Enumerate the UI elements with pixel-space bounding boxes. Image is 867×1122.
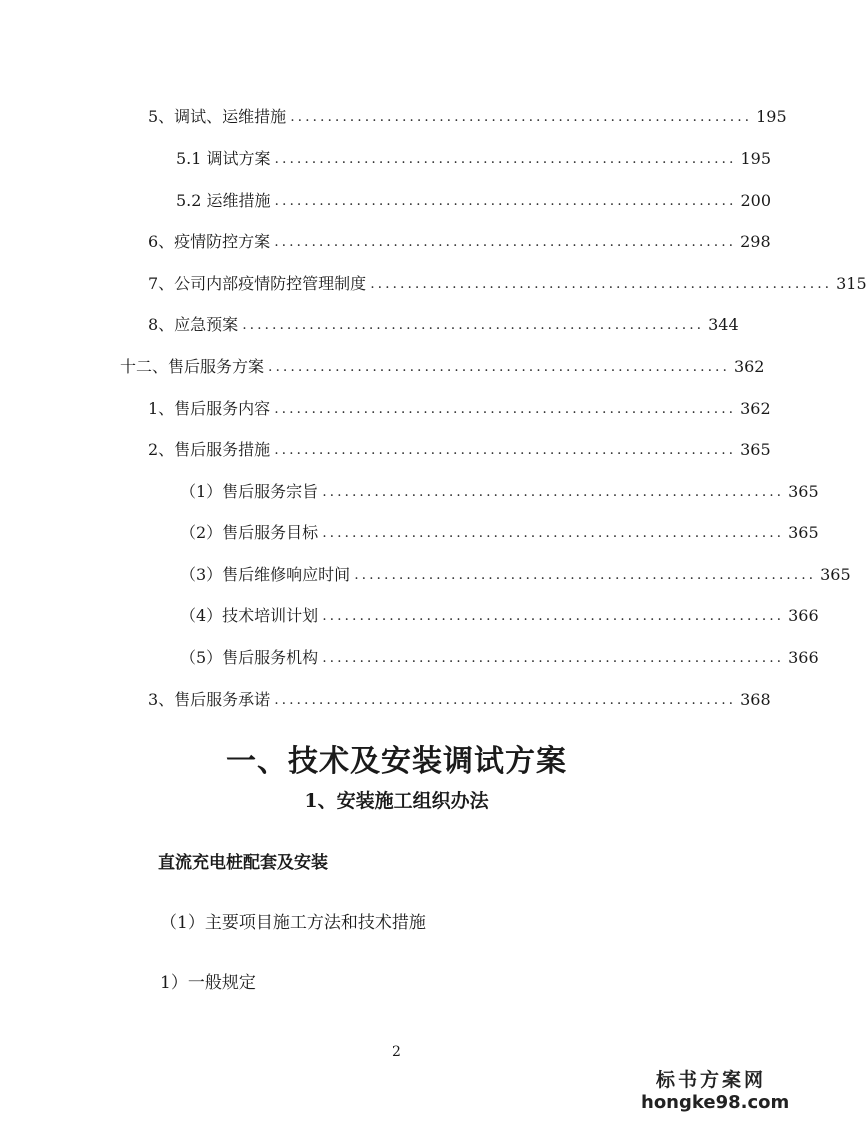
toc-entry[interactable]: 8、应急预案 .............................................................. 344 [148, 313, 673, 337]
toc-entry[interactable]: （3）售后维修响应时间 .............................................................. 365 [180, 563, 665, 587]
toc-entry-page: 366 [788, 648, 819, 667]
toc-entry-label: （3）售后维修响应时间 [180, 565, 351, 584]
toc-entry-label: （4）技术培训计划 [180, 606, 319, 625]
toc-entry[interactable]: 5.1 调试方案 .............................................................. 195 [176, 147, 665, 171]
toc-entry[interactable]: 1、售后服务内容 .............................................................. 362 [148, 397, 673, 421]
toc-entry-label: 6、疫情防控方案 [148, 232, 271, 251]
toc-entry-page: 365 [820, 565, 851, 584]
toc-entry-label: （5）售后服务机构 [180, 648, 319, 667]
toc-entry-page: 362 [740, 399, 771, 418]
toc-entry[interactable]: 7、公司内部疫情防控管理制度 .............................................................. 315 [148, 272, 673, 296]
paragraph-item: （1）主要项目施工方法和技术措施 [160, 913, 426, 933]
toc-entry-page: 365 [788, 482, 819, 501]
toc-entry-label: （2）售后服务目标 [180, 523, 319, 542]
chapter-title: 一、技术及安装调试方案 [226, 744, 567, 779]
toc-entry-page: 362 [733, 357, 765, 376]
toc-entry-label: 1、售后服务内容 [148, 399, 271, 418]
toc-entry[interactable]: （2）售后服务目标 .............................................................. 365 [180, 521, 665, 545]
watermark-cn-text: 标书方案网 [655, 1069, 766, 1091]
toc-entry-page: 366 [788, 606, 819, 625]
toc-entry-page: 368 [740, 690, 771, 709]
toc-entry-label: 2、售后服务措施 [148, 440, 271, 459]
paragraph-item: 1）一般规定 [160, 973, 256, 993]
section-title: 1、安装施工组织办法 [304, 790, 489, 812]
toc-entry[interactable]: （5）售后服务机构 .............................................................. 366 [180, 646, 665, 670]
toc-entry-page: 365 [740, 440, 771, 459]
toc-entry-label: 5.2 运维措施 [176, 191, 271, 210]
toc-entry-label: （1）售后服务宗旨 [180, 482, 319, 501]
page-number: 2 [392, 1044, 401, 1060]
toc-entry[interactable]: 5、调试、运维措施 .............................................................. 195 [148, 105, 673, 129]
watermark-logo [641, 1068, 790, 1114]
toc-entry[interactable]: 5.2 运维措施 .............................................................. 200 [176, 189, 665, 213]
toc-entry-label: 7、公司内部疫情防控管理制度 [148, 274, 367, 293]
toc-entry-page: 344 [708, 315, 739, 334]
toc-entry-label: 3、售后服务承诺 [148, 690, 271, 709]
toc-entry-label: 5、调试、运维措施 [148, 107, 287, 126]
toc-entry[interactable]: 十二、售后服务方案 .............................................................. 362 [120, 355, 673, 379]
toc-entry[interactable]: 6、疫情防控方案 .............................................................. 298 [148, 230, 673, 254]
toc-entry-page: 298 [740, 232, 771, 251]
toc-entry-label: 8、应急预案 [148, 315, 239, 334]
toc-entry-page: 315 [836, 274, 867, 293]
toc-entry[interactable]: （4）技术培训计划 .............................................................. 366 [180, 604, 665, 628]
toc-entry-label: 十二、售后服务方案 [120, 357, 265, 376]
toc-entry[interactable]: （1）售后服务宗旨 .............................................................. 365 [180, 480, 665, 504]
toc-entry-page: 195 [740, 149, 772, 168]
toc-entry-page: 200 [740, 191, 772, 210]
watermark-url-text: hongke98.com [641, 1092, 790, 1113]
toc-entry[interactable]: 2、售后服务措施 .............................................................. 365 [148, 438, 673, 462]
toc-entry[interactable]: 3、售后服务承诺 .............................................................. 368 [148, 688, 673, 712]
toc-entry-page: 365 [788, 523, 819, 542]
toc-entry-page: 195 [756, 107, 787, 126]
subsection-heading: 直流充电桩配套及安装 [158, 853, 328, 873]
toc-entry-label: 5.1 调试方案 [176, 149, 271, 168]
